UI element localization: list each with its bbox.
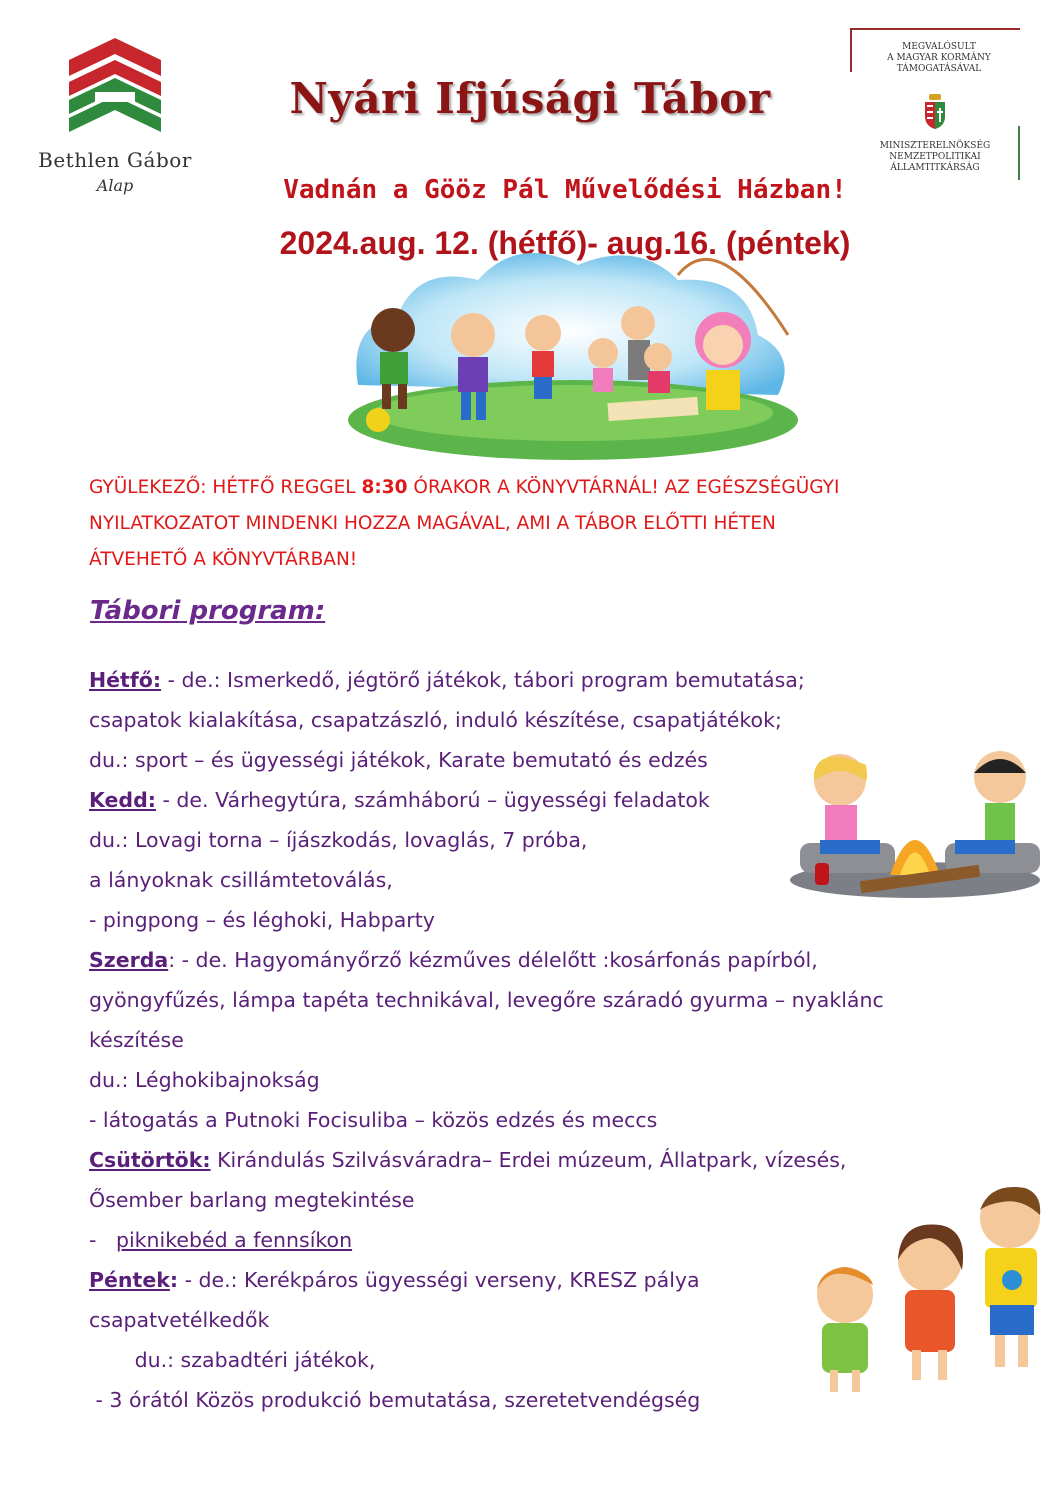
list-item: du.: sport – és ügyességi játékok, Karate bemutató és edzés — [89, 748, 708, 772]
location-subtitle: Vadnán a Gööz Pál Művelődési Házban! — [283, 175, 847, 205]
bethlen-gabor-emblem-icon — [65, 36, 165, 141]
gov-text-top: MEGVALÓSULT A MAGYAR KORMÁNY TÁMOGATÁSÁVAL — [887, 42, 991, 74]
gathering-notice: GYÜLEKEZŐ: HÉTFŐ REGGEL 8:30 ÓRAKOR A KÖNYVTÁRNÁL! AZ EGÉSZSÉGÜGYI NYILATKOZATOT MINDENKI HOZZA MAGÁVAL, AMI A TÁBOR ELŐTTI HÉTEN ÁTVEHETŐ A KÖNYVTÁRBAN! — [89, 477, 840, 570]
gov-text-bottom: MINISZTERELNÖKSÉG NEMZETPOLITIKAI ÁLLAMTITKÁRSÁG — [879, 141, 991, 173]
gathering-time: 8:30 — [361, 477, 408, 498]
list-item: Péntek: - de.: Kerékpáros ügyességi verseny, KRESZ pálya — [89, 1268, 700, 1292]
campfire-kids-illustration — [780, 745, 1055, 905]
list-item: csapatok kialakítása, csapatzászló, induló készítése, csapatjátékok; — [89, 708, 782, 732]
hungarian-crest-icon — [923, 94, 947, 130]
list-item: Hétfő: - de.: Ismerkedő, jégtörő játékok, tábori program bemutatása; — [89, 668, 805, 692]
page-title: Nyári Ifjúsági Tábor — [289, 74, 771, 123]
divider — [850, 28, 1020, 30]
logo-sub: Alap — [96, 176, 134, 195]
list-item: - 3 órától Közös produkció bemutatása, szeretetvendégség — [89, 1388, 701, 1412]
day-wednesday: Szerda — [89, 948, 169, 972]
day-monday: Hétfő: — [89, 668, 162, 692]
list-item: Ősember barlang megtekintése — [89, 1188, 415, 1212]
list-item: - pingpong – és léghoki, Habparty — [89, 908, 435, 932]
logo-name: Bethlen Gábor — [38, 148, 192, 172]
list-item: - látogatás a Putnoki Focisuliba – közös edzés és meccs — [89, 1108, 658, 1132]
list-item: - piknikebéd a fennsíkon — [89, 1228, 353, 1252]
day-friday: Péntek — [89, 1268, 170, 1292]
list-item: csapatvetélkedők — [89, 1308, 270, 1332]
list-item: Csütörtök: Kirándulás Szilvásváradra– Erdei múzeum, Állatpark, vízesés, — [89, 1148, 847, 1172]
three-kids-illustration — [790, 1180, 1060, 1395]
list-item: du.: szabadtéri játékok, — [89, 1348, 376, 1372]
list-item: készítése — [89, 1028, 184, 1052]
list-item: du.: Léghokibajnokság — [89, 1068, 320, 1092]
list-item: a lányoknak csillámtetoválás, — [89, 868, 393, 892]
day-thursday: Csütörtök: — [89, 1148, 211, 1172]
government-logo — [850, 28, 1020, 180]
divider — [1018, 126, 1020, 180]
picnic-item: piknikebéd a fennsíkon — [115, 1228, 353, 1252]
list-item: du.: Lovagi torna – íjászkodás, lovaglás, 7 próba, — [89, 828, 588, 852]
divider — [850, 28, 852, 72]
list-item: gyöngyfűzés, lámpa tapéta technikával, levegőre száradó gyurma – nyaklánc — [89, 988, 884, 1012]
list-item: Kedd: - de. Várhegytúra, számháború – ügyességi feladatok — [89, 788, 710, 812]
program-heading: Tábori program: — [90, 596, 326, 626]
kids-playing-illustration — [338, 235, 808, 460]
list-item: Szerda: - de. Hagyományőrző kézműves délelőtt :kosárfonás papírból, — [89, 948, 818, 972]
event-dates: 2024.aug. 12. (hétfő)- aug.16. (péntek) — [279, 225, 851, 261]
day-tuesday: Kedd: — [89, 788, 156, 812]
